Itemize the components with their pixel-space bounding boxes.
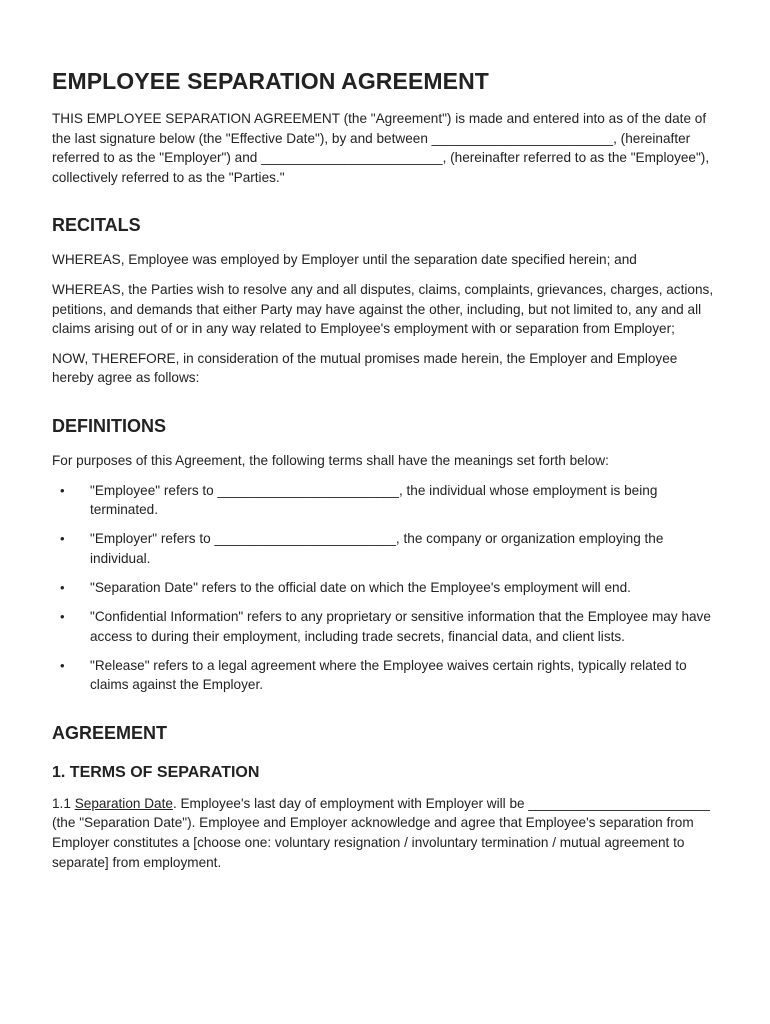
bullet-icon: • <box>60 609 65 624</box>
definition-item <box>52 607 722 646</box>
recital-paragraph: WHEREAS, the Parties wish to resolve any and all disputes, claims, complaints, grievances, charges, actions, petitions, and demands that either Party may have against the other, including, but not limited to, any and all claims arising out of or in any way related to Employee's employment with or separation from Employer; <box>52 281 714 337</box>
definition-item <box>52 656 722 695</box>
definition-item <box>52 481 722 520</box>
recitals-heading: RECITALS <box>52 215 141 236</box>
document-title: EMPLOYEE SEPARATION AGREEMENT <box>52 68 489 94</box>
definitions-intro: For purposes of this Agreement, the following terms shall have the meanings set forth below: <box>52 452 609 468</box>
definition-text: "Release" refers to a legal agreement where the Employee waives certain rights, typically related to claims against the Employer. <box>90 657 687 693</box>
section-heading: 1. TERMS OF SEPARATION <box>52 763 260 781</box>
clause-number: 1.1 <box>52 795 71 811</box>
definition-item <box>52 529 722 568</box>
clause-title: Separation Date <box>74 795 173 811</box>
definition-text: "Employee" refers to ________________________, the individual whose employment is being terminated. <box>90 482 658 518</box>
bullet-icon: • <box>60 657 65 673</box>
clause-paragraph <box>52 794 722 872</box>
intro-paragraph: THIS EMPLOYEE SEPARATION AGREEMENT (the "Agreement") is made and entered into as of the date of the last signature below (the "Effective Date"), by and between ________________________, (hereinafter referred to as the "Employer") and ________________________, (hereinafter referred to as the "Employee"), collectively referred to as the "Parties." <box>52 111 710 185</box>
definitions-heading: DEFINITIONS <box>52 415 167 436</box>
definition-text: "Separation Date" refers to the official date on which the Employee's employment will end. <box>90 579 631 595</box>
recital-paragraph: NOW, THEREFORE, in consideration of the mutual promises made herein, the Employer and Employee hereby agree as follows: <box>52 350 678 386</box>
bullet-icon: • <box>60 482 65 498</box>
definitions-list <box>52 481 722 695</box>
agreement-heading: AGREEMENT <box>52 722 168 743</box>
recital-paragraph: WHEREAS, Employee was employed by Employer until the separation date specified herein; and <box>52 252 637 268</box>
definition-item <box>52 578 722 598</box>
bullet-icon: • <box>60 579 65 595</box>
bullet-icon: • <box>60 531 65 547</box>
definition-text: "Employer" refers to ________________________, the company or organization employing the individual. <box>90 531 664 566</box>
clause-text: . Employee's last day of employment with Employer will be ________________________ (the "Separation Date"). Employee and Employer acknowledge and agree that Employee's separation from Employer constitutes a [choose one: voluntary resignation / involuntary termination / mutual agreement to separate] from employment. <box>52 795 710 870</box>
definition-text: "Confidential Information" refers to any proprietary or sensitive information that the Employee may have access to during their employment, including trade secrets, financial data, and client lists. <box>90 609 711 644</box>
